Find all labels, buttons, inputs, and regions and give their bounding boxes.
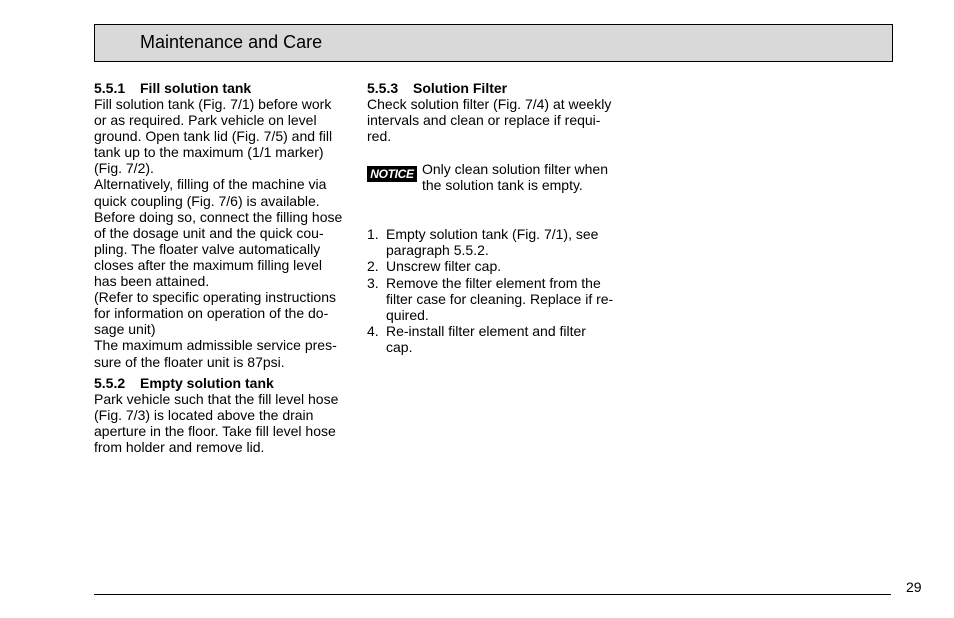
section-number: 5.5.1 — [94, 80, 126, 96]
text-line: paragraph 5.5.2. — [386, 242, 489, 259]
text-line: aperture in the floor. Take fill level hose — [94, 422, 336, 439]
text-line: intervals and clean or replace if requi- — [367, 112, 601, 129]
section-number: 5.5.2 — [94, 374, 126, 391]
text-line: Check solution filter (Fig. 7/4) at weekly — [367, 96, 612, 112]
text-line: Fill solution tank (Fig. 7/1) before work — [94, 96, 332, 112]
header-bar — [94, 24, 893, 62]
step-number: 4. — [367, 322, 379, 339]
text-line: red. — [367, 128, 392, 145]
page-title: Maintenance and Care — [140, 32, 323, 52]
text-line: (Fig. 7/2). — [94, 160, 154, 177]
text-line: Unscrew filter cap. — [386, 258, 502, 275]
text-line: sage unit) — [94, 321, 156, 338]
text-line: (Fig. 7/3) is located above the drain — [94, 406, 314, 423]
section-heading-fill — [94, 80, 350, 96]
filter-steps-list — [367, 226, 623, 355]
text-line: Re-install filter element and filter — [386, 322, 586, 339]
step-number: 3. — [367, 274, 379, 291]
text-line: quired. — [386, 306, 429, 323]
text-line: tank up to the maximum (1/1 marker) — [94, 144, 324, 161]
filter-paragraph — [367, 96, 623, 144]
notice-box — [367, 161, 623, 209]
fill-paragraph — [94, 96, 350, 370]
step-number: 2. — [367, 258, 379, 275]
text-line: sure of the floater unit is 87psi. — [94, 353, 285, 370]
text-line: Before doing so, connect the filling hose — [94, 208, 343, 225]
text-line: Only clean solution filter when — [422, 161, 608, 178]
text-line: ground. Open tank lid (Fig. 7/5) and fill — [94, 128, 333, 145]
text-line: cap. — [386, 338, 413, 355]
footer-rule — [94, 594, 891, 595]
text-line: or as required. Park vehicle on level — [94, 112, 317, 129]
text-line: Remove the filter element from the — [386, 274, 601, 291]
text-line: closes after the maximum filling level — [94, 256, 322, 273]
list-item — [367, 275, 623, 323]
step-number: 1. — [367, 226, 379, 243]
right-column — [367, 80, 623, 355]
section-title: Solution Filter — [413, 80, 508, 96]
text-line: (Refer to specific operating instructions — [94, 289, 336, 306]
empty-paragraph — [94, 391, 350, 455]
notice-badge: NOTICE — [367, 166, 417, 182]
text-line: from holder and remove lid. — [94, 438, 265, 455]
section-title: Empty solution tank — [140, 374, 274, 391]
text-line: filter case for cleaning. Replace if re- — [386, 290, 614, 307]
list-item — [367, 323, 623, 355]
list-item — [367, 226, 623, 258]
page-number: 29 — [906, 579, 922, 595]
section-heading-filter — [367, 80, 623, 96]
text-line: quick coupling (Fig. 7/6) is available. — [94, 192, 320, 209]
text-line: Alternatively, filling of the machine via — [94, 176, 327, 193]
text-line: pling. The floater valve automatically — [94, 240, 321, 257]
list-item — [367, 258, 623, 274]
section-heading-empty — [94, 375, 350, 391]
section-number: 5.5.3 — [367, 80, 399, 96]
notice-text — [422, 161, 608, 193]
text-line: the solution tank is empty. — [422, 177, 583, 194]
text-line: Park vehicle such that the fill level hose — [94, 390, 339, 407]
section-title: Fill solution tank — [140, 80, 252, 96]
text-line: has been attained. — [94, 273, 210, 290]
text-line: Empty solution tank (Fig. 7/1), see — [386, 226, 599, 243]
text-line: The maximum admissible service pres- — [94, 337, 337, 354]
text-line: of the dosage unit and the quick cou- — [94, 224, 324, 241]
left-column — [94, 80, 350, 455]
text-line: for information on operation of the do- — [94, 305, 329, 322]
